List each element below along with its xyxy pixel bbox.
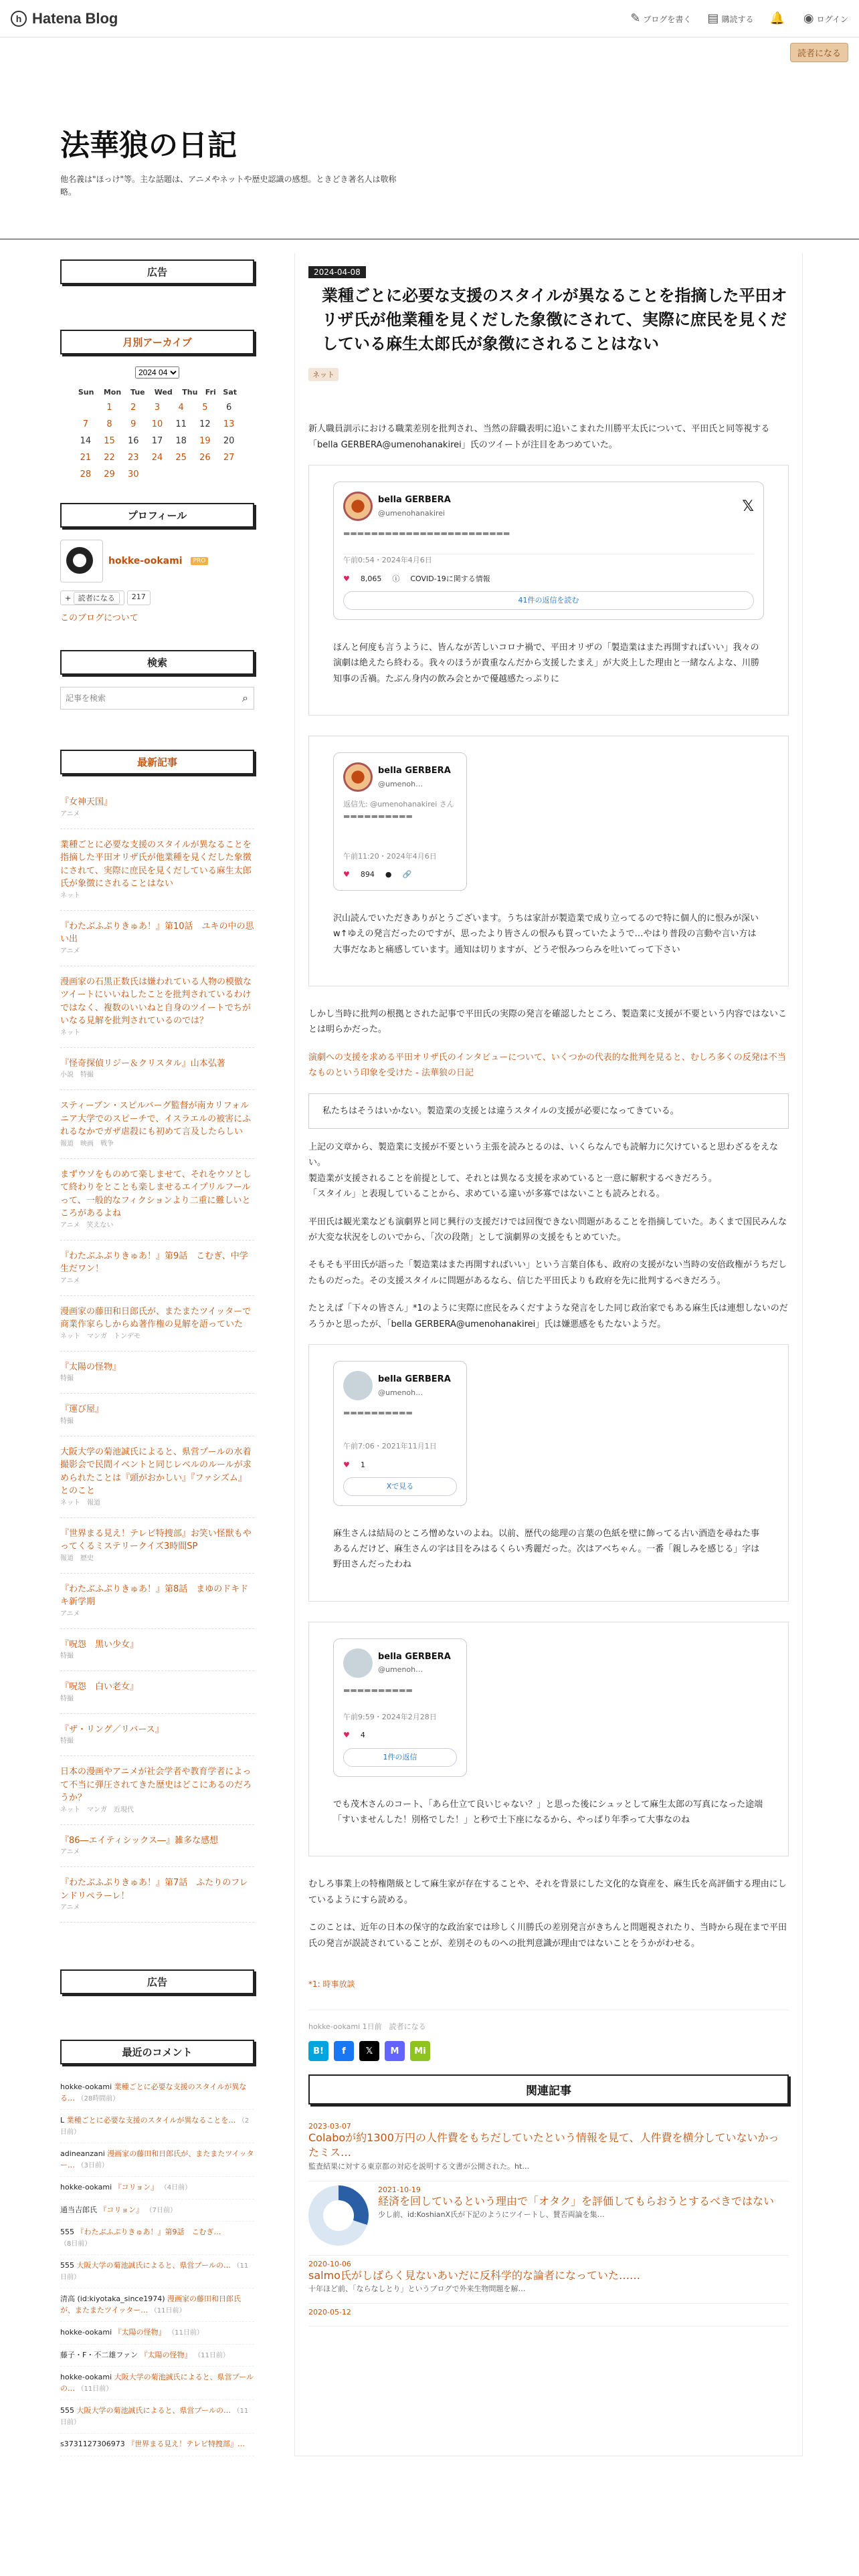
reader-button[interactable]: 読者になる [790, 43, 848, 62]
paragraph: 新人職員訓示における職業差別を批判され、当然の辞職表明に追いこまれた川勝平太氏について、平田氏と同等視する「bella GERBERA@umenohanakirei」氏のツイートが注目をあつめていた。 [308, 424, 770, 450]
comment-article[interactable]: 業種ごとに必要な支援のスタイルが異なることを… [66, 2116, 236, 2125]
calendar-day[interactable]: 27 [223, 453, 235, 463]
profile-subscribe-button[interactable]: + 読者になる [60, 591, 124, 605]
tweet-embed [308, 1622, 789, 1857]
archive-calendar [74, 366, 241, 483]
comment-user[interactable]: adineanzani [60, 2149, 105, 2159]
pro-badge: PRO [191, 557, 209, 565]
calendar-day[interactable]: 4 [178, 403, 184, 413]
recent-list [60, 786, 254, 1923]
comment-article[interactable]: 『コリョン』 [99, 2205, 144, 2214]
recent-article-category: ネット [60, 891, 80, 899]
recent-article[interactable] [60, 1825, 254, 1868]
comment-item[interactable] [60, 2367, 254, 2400]
weekday-label: Tue [130, 388, 145, 397]
related-list [308, 2118, 789, 2327]
x-logo-icon: 𝕏 [742, 498, 754, 515]
recent-article[interactable] [60, 1629, 254, 1672]
calendar-day[interactable]: 25 [175, 453, 187, 463]
calendar-day[interactable]: 13 [223, 419, 235, 430]
blog-description: 他名義は"ほっけ"等。主な話題は、アニメやネットや歴史認識の感想。ときどき著名人は敬称略。 [60, 175, 397, 197]
heart-icon[interactable]: ♥ [343, 1460, 350, 1469]
profile [60, 540, 254, 643]
calendar-day[interactable]: 2 [130, 403, 136, 413]
article [294, 253, 803, 2456]
tweet-time: 午前11:20・2024年4月6日 [343, 851, 437, 861]
quote-text: 私たちはそうはいかない。製造業の支援とは違うスタイルの支援が必要になってきている。 [322, 1105, 679, 1116]
weekday-label: Thu [182, 388, 198, 397]
recent-article[interactable] [60, 1296, 254, 1352]
recent-article-link[interactable]: 漫画家の藤田和日郎氏が、またまたツイッターで商業作家らしからぬ著作権の見解を語っていた [60, 1306, 252, 1330]
calendar-day[interactable]: 24 [151, 453, 163, 463]
avatar [343, 762, 373, 792]
tweet-embed [308, 736, 789, 986]
recent-article-link[interactable]: スティーブン・スピルバーグ監督が南カリフォルニア大学でのスピーチで、イスラエルの被害にふれるなかでガザ虐殺にも初めて言及したらしい [60, 1101, 252, 1138]
share-buttons [308, 2041, 789, 2061]
comment-time: （28時間前） [77, 2095, 120, 2103]
tweet-text: ▬▬▬▬▬▬▬▬▬▬▬▬▬▬▬▬▬▬▬▬▬▬▬▬ [343, 528, 754, 554]
tweet-card[interactable] [333, 752, 467, 891]
replies-button[interactable]: 1件の返信 [343, 1748, 457, 1767]
tweet-card[interactable] [333, 1361, 467, 1506]
comment-article[interactable]: 『わたぶふぷりきゅあ！』第9話 こむぎ… [76, 2228, 221, 2237]
recent-article-category: アニメ [60, 810, 80, 818]
comment-time: （11日前） [60, 2262, 249, 2281]
tweet-embed [308, 1344, 789, 1602]
info-icon: ⓘ [392, 574, 400, 583]
comment-time: （7日前） [145, 2206, 177, 2214]
heart-icon[interactable]: ♥ [343, 574, 350, 583]
calendar-day[interactable]: 1 [106, 403, 112, 413]
recent-article-link[interactable]: まずウソをものめて楽しませて、それをウソとして終わりをとことも楽しませるエイプリルフールって、一般的なフィクションより二重に難しいところがあるよね [60, 1169, 252, 1219]
calendar-day[interactable]: 23 [127, 453, 139, 463]
related-title[interactable]: salmo氏がしばらく見ないあいだに反科学的な論者になっていた…… [308, 2268, 640, 2282]
tweet-author: bella GERBERA [378, 1651, 451, 1662]
tweet-text: ▬▬▬▬▬▬▬▬▬▬ [343, 811, 413, 821]
recent-article-category: アニメ 笑えない [60, 1221, 114, 1229]
global-header [0, 0, 859, 37]
related-item[interactable] [308, 2256, 789, 2304]
comment-item[interactable] [60, 2322, 254, 2345]
comment-user[interactable]: 555 [60, 2228, 74, 2237]
ad-heading: 広告 [60, 259, 254, 284]
article-date[interactable]: 2024-04-08 [308, 266, 366, 278]
calendar-day[interactable]: 18 [175, 436, 187, 447]
search-heading: 検索 [60, 650, 254, 675]
user-icon: ◉ [803, 11, 814, 25]
comment-time: （11日前） [194, 2351, 229, 2359]
related-title[interactable]: Colaboが約1300万円の人件費をもちだしていたという情報を見て、人件費を横分していないかったミス… [308, 2131, 779, 2159]
recent-article[interactable] [60, 966, 254, 1048]
archive-month-select[interactable] [135, 366, 179, 379]
calendar-day[interactable]: 21 [80, 453, 92, 463]
related-date: 2020-05-12 [308, 2308, 351, 2317]
paragraph: しかし当時に批判の根拠とされた記事で平田氏の実際の発言を確認したところ、製造業に支援が不要という内容ではないことは明らかだった。 [308, 1009, 787, 1035]
weekday-label: Wed [154, 388, 173, 397]
tweet-time: 午前9:59・2024年2月28日 [343, 1712, 437, 1721]
internal-link[interactable]: 演劇への支援を求める平田オリザ氏のインタビューについて、いくつかの代表的な批判を見ると、むしろ多くの反発は不当なものという印象を受けた - 法華狼の日記 [308, 1052, 786, 1079]
notification-icon[interactable]: 🔔 [769, 11, 785, 25]
related-item[interactable] [308, 2304, 789, 2327]
comment-item[interactable] [60, 2288, 254, 2322]
calendar-day [169, 466, 193, 483]
paragraph: 上記の文章から、製造業に支援が不要という主張を読みとるのは、いくらなんでも読解力に欠けていると思わざるをえない。 製造業が支援されることを前提として、それとは異なる支援を求めていると一意に解釈するべきだろう。 「スタイル」と表現していることから、求めている違いが多寡ではないことも読みとれる。 [308, 1142, 779, 1200]
recent-article[interactable] [60, 1714, 254, 1757]
calendar-day[interactable]: 28 [80, 469, 92, 480]
recent-article-link[interactable]: 業種ごとに必要な支援のスタイルが異なることを指摘した平田オリザ氏が他業種を見くだした象徴にされて、実際に庶民を見くだしている麻生太郎氏が象徴にされることはない [60, 839, 252, 889]
heart-icon[interactable]: ♥ [343, 1731, 350, 1740]
tweet-time: 午前0:54・2024年4月6日 [343, 556, 432, 565]
comment-item[interactable] [60, 2222, 254, 2255]
avatar[interactable] [60, 540, 103, 582]
recent-article-category: ネット マンガ トンデモ [60, 1332, 140, 1340]
related-title[interactable]: 経済を回しているという理由で「オタク」を評価してもらおうとするべきではない [378, 2194, 775, 2208]
tweet-card[interactable] [333, 481, 764, 620]
comment-article[interactable]: 業種ごとに必要な支援のスタイルが異なる… [60, 2082, 247, 2103]
recent-article-category: アニメ [60, 1610, 80, 1618]
x-share-icon[interactable]: 𝕏 [359, 2041, 379, 2061]
search-icon[interactable]: ⌕ [242, 691, 248, 705]
related-summary: 少し前、id:KoshianX氏が下記のようにツイートし、賛否両論を集… [378, 2210, 605, 2220]
like-count: 894 [360, 870, 375, 879]
recent-article-category: 特撮 [60, 1737, 74, 1745]
recent-article[interactable] [60, 1436, 254, 1518]
mastodon-icon[interactable]: M [385, 2041, 405, 2061]
comment-user[interactable]: 通当吉郎氏 [60, 2205, 97, 2214]
comment-item[interactable] [60, 2177, 254, 2199]
tweet-time: 午前7:06・2021年11月1日 [343, 1441, 437, 1451]
tweet-handle: @umenoh… [378, 1665, 423, 1675]
like-count: 1 [360, 1460, 365, 1469]
weekday-label: Sat [223, 388, 237, 397]
related-summary: 十年ほど前、「ならなしとり」というブログで外来生物問題を解… [308, 2284, 526, 2294]
calendar-day[interactable]: 5 [202, 403, 208, 413]
tweet-card[interactable] [333, 1638, 467, 1777]
recent-article-link[interactable]: 『わたぶふぷりきゅあ！』第10話 ユキの中の思い出 [60, 921, 254, 945]
comments-list [60, 2076, 254, 2456]
calendar-day[interactable]: 16 [127, 436, 139, 447]
recent-article-category: 小説 特撮 [60, 1071, 94, 1079]
facebook-icon[interactable]: f [334, 2041, 354, 2061]
reply-icon[interactable]: ● [385, 870, 392, 879]
article-title[interactable]: 業種ごとに必要な支援のスタイルが異なることを指摘した平田オリザ氏が他業種を見くだした象徴にされて、実際に庶民を見くだしている麻生太郎氏が象徴にされることはない [322, 286, 787, 354]
recent-article[interactable] [60, 786, 254, 829]
tweet-text: ▬▬▬▬▬▬▬▬▬▬ [343, 1408, 413, 1417]
calendar-day[interactable]: 15 [104, 436, 115, 447]
calendar-day[interactable]: 7 [82, 419, 88, 430]
comment-user[interactable]: hokke-ookami [60, 2082, 112, 2092]
related-summary: 監査結果に対する東京都の対応を説明する文書が公開された。ht… [308, 2161, 530, 2171]
category-tag[interactable]: ネット [308, 368, 339, 381]
recent-article[interactable] [60, 1090, 254, 1159]
login-button[interactable]: ◉ ログイン [803, 11, 848, 25]
comment-time: （3日前） [77, 2161, 108, 2169]
avatar [343, 1648, 373, 1678]
calendar-day[interactable]: 8 [106, 419, 112, 430]
tweet-handle: @umenohanakirei [378, 508, 446, 518]
recent-article-link[interactable]: 『呪怨 黒い少女』 [60, 1639, 139, 1650]
calendar-day[interactable]: 3 [154, 403, 161, 413]
recent-article-category: ネット [60, 1029, 80, 1037]
avatar [343, 492, 373, 521]
recent-article[interactable] [60, 1394, 254, 1436]
recent-article-category: 報道 映画 戦争 [60, 1140, 114, 1148]
calendar-day[interactable]: 9 [130, 419, 136, 430]
calendar-day[interactable]: 30 [127, 469, 139, 480]
paragraph: そもそも平田氏が語った「製造業はまた再開すればいい」という言葉自体も、政府の支援がない当時の安倍政権がうちだしたものだった。その支援スタイルに問題があるなら、信じた平田氏よりも政府を先に批判するべきだろう。 [308, 1260, 787, 1286]
hatena-logo[interactable]: h Hatena Blog [11, 10, 118, 27]
recent-article-link[interactable]: 『ザ・リング／リバース』 [60, 1724, 164, 1735]
blockquote [308, 1093, 789, 1129]
comment-user[interactable]: 清高 (id:kiyotaka_since1974) [60, 2294, 165, 2304]
like-count: 8,065 [360, 574, 382, 583]
paragraph: 平田氏は観光業なども演劇界と同じ興行の支援だけでは回復できない問題があることを指摘していた。あくまで国民みんなが大変な状況をしのいでから、「次の段階」として演劇界の支援をもとめていた。 [308, 1216, 787, 1243]
comment-item[interactable] [60, 2110, 254, 2143]
recent-article[interactable] [60, 1756, 254, 1825]
archive-heading[interactable]: 月別アーカイブ [60, 330, 254, 354]
avatar [343, 1371, 373, 1400]
calendar-day[interactable]: 26 [199, 453, 211, 463]
recent-article-link[interactable]: 日本の漫画やアニメが社会学者や教育学者によって不当に弾圧されてきた歴史はどこにあるのだろうか？ [60, 1767, 252, 1804]
blog-header [0, 68, 859, 239]
tweet-author: bella GERBERA [378, 765, 451, 776]
tweet-quote-text: 麻生さんは結局のところ憎めないのよね。以前、歴代の総理の言葉の色紙を壁に飾ってる古い酒造を尋ねた事あるんだけど、麻生さんの字は目をみはるくらい秀麗だった。次はアベちゃん。一番「親しみを感じる」字は野田さんだったわね [333, 1528, 760, 1570]
recent-article-link[interactable]: 大阪大学の菊池誠氏によると、県営プールの水着撮影会で民間イベントと同じレベルのルールが求められたことは『頭がおかしい』『ファシズム』とのこと [60, 1446, 252, 1497]
ad-heading-2: 広告 [60, 1969, 254, 1994]
pencil-icon: ✎ [630, 11, 641, 25]
comment-item[interactable] [60, 2076, 254, 2110]
view-on-x-button[interactable]: Xで見る [343, 1477, 457, 1496]
link-icon[interactable]: 🔗 [402, 870, 412, 879]
comment-user[interactable]: s3731127306973 [60, 2440, 125, 2449]
comment-item[interactable] [60, 2400, 254, 2434]
recent-article-link[interactable]: 『86―エイティシックス―』雑多な感想 [60, 1835, 219, 1846]
recent-article-link[interactable]: 漫画家の石黒正数氏は嫌われている人物の模倣なツイートにいいねしたことを批判されているわけではなく、複数のいいねと自身のツイートでちがいなる見解を批判されているのでは？ [60, 976, 252, 1027]
calendar-day [74, 399, 98, 416]
comment-article[interactable]: 漫画家の藤田和日郎氏が、またまたツイッター… [60, 2149, 254, 2169]
recent-article[interactable] [60, 1671, 254, 1714]
recent-article-category: 特撮 [60, 1652, 74, 1660]
weekday-label: Sun [78, 388, 94, 397]
related-date: 2020-10-06 [308, 2259, 351, 2268]
comment-time: （11日前） [168, 2329, 203, 2337]
recent-article-link[interactable]: 『運び屋』 [60, 1404, 104, 1415]
comment-article[interactable]: 『太陽の怪物』 [114, 2328, 166, 2337]
recent-article[interactable] [60, 1867, 254, 1923]
tweet-handle: @umenoh… [378, 1388, 423, 1397]
calendar-day[interactable]: 12 [199, 419, 211, 430]
misskey-icon[interactable]: Mi [410, 2041, 430, 2061]
comment-article[interactable]: 『太陽の怪物』 [140, 2350, 192, 2359]
recent-article-category: ネット 報道 [60, 1499, 100, 1507]
comment-time: （11日前） [150, 2306, 186, 2315]
comment-article[interactable]: 『コリョン』 [114, 2183, 159, 2192]
calendar-day [145, 466, 169, 483]
recent-article-link[interactable]: 『女神天国』 [60, 797, 113, 808]
comment-time: （4日前） [160, 2184, 192, 2192]
tweet-reply-to: 返信先: @umenohanakirei さん [343, 800, 454, 809]
read-replies-button[interactable]: 41件の返信を読む [343, 591, 754, 610]
comment-time: （8日前） [60, 2240, 92, 2248]
paragraph: このことは、近年の日本の保守的な政治家では珍しく川勝氏の差別発言がきちんと問題視されたり、当時から現在まで平田氏の発言が誤読されていることが、差別そのものへの批判意識が理由ではないことをうかがわせる。 [308, 1923, 787, 1949]
subscriber-count: 217 [127, 591, 151, 605]
tweet-handle: @umenoh… [378, 779, 423, 788]
calendar-day[interactable]: 22 [104, 453, 115, 463]
comment-user[interactable]: hokke-ookami [60, 2328, 112, 2337]
recent-article-category: アニメ [60, 1904, 80, 1912]
blog-title[interactable]: 法華狼の日記 [60, 128, 237, 163]
calendar-day [193, 466, 217, 483]
write-button[interactable]: ✎ ブログを書く [630, 11, 692, 25]
book-icon: ▤ [707, 11, 719, 25]
comment-article[interactable]: 大阪大学の菊池誠氏によると、県営プールの… [76, 2261, 231, 2270]
weekday-label: Fri [205, 388, 216, 397]
comment-user[interactable]: L [60, 2116, 65, 2125]
search-input[interactable] [61, 687, 237, 709]
comment-article[interactable]: 漫画家の藤田和日郎氏が、またまたツイッター… [60, 2294, 242, 2315]
recent-article-category: ネット マンガ 近現代 [60, 1806, 134, 1814]
tweet-quote-text: ほんと何度も言うように、皆んなが苦しいコロナ禍で、平田オリザの「製造業はまた再開すればいい」我々の演劇は絶えたら終わる。我々のほうが貴重なんだから支援したまえ」が大炎上した理由と一緒なんよな、川勝知事の舌禍。たぶん身内の飲み会とかで優越感たっぷりに [333, 642, 760, 684]
calendar-day[interactable]: 6 [225, 403, 232, 413]
calendar-day[interactable]: 29 [104, 469, 115, 480]
comment-user[interactable]: 555 [60, 2261, 74, 2270]
tweet-quote-text: 沢山読んでいただきありがとうございます。うちは家計が製造業で成り立ってるので特に個人的に恨みが深いw↑ゆえの発言だったのですが、思ったより皆さんの恨みも買っていたようで…やはり普段の言動や言い方は大事だなあと痛感しています。通知は切りますが、どうぞ恨みつらみを吐いてって下さい [333, 913, 759, 955]
weekday-label: Mon [103, 388, 122, 397]
recent-article-category: アニメ [60, 947, 80, 955]
recent-article[interactable] [60, 1048, 254, 1091]
article-meta: hokke-ookami 1日前 読者になる [308, 2010, 789, 2032]
comment-item[interactable] [60, 2345, 254, 2367]
subscribe-button[interactable]: ▤ 購読する [707, 11, 754, 25]
paragraph: たとえば「下々の皆さん」*1のように実際に庶民をみくだすような発言をした同じ政治家でもある麻生氏は連想しないのだろうかと思ったが、「bella GERBERA@umenohanakirei」氏は嫌悪感をもたないようだ。 [308, 1303, 788, 1329]
recent-article-category: 特撮 [60, 1417, 74, 1425]
tweet-label: COVID-19に関する情報 [410, 574, 490, 583]
recent-article[interactable] [60, 829, 254, 911]
heart-icon[interactable]: ♥ [343, 870, 350, 879]
recent-article-category: アニメ [60, 1277, 80, 1285]
tweet-text: ▬▬▬▬▬▬▬▬▬▬ [343, 1685, 413, 1695]
comments-heading: 最近のコメント [60, 2040, 254, 2064]
recent-article-link[interactable]: 『わたぶふぷりきゅあ！』第8話 まゆのドキドキ新学期 [60, 1584, 249, 1608]
calendar-day[interactable]: 11 [175, 419, 187, 430]
comment-user[interactable]: 藤子・F・不二雄ファン [60, 2350, 138, 2359]
hatena-bookmark-icon[interactable]: B! [308, 2041, 328, 2061]
tweet-author: bella GERBERA [378, 1374, 451, 1384]
calendar-day [217, 466, 241, 483]
related-item[interactable] [308, 2181, 789, 2256]
recent-article-link[interactable]: 『呪怨 白い老女』 [60, 1682, 139, 1693]
comment-item[interactable] [60, 2143, 254, 2177]
calendar-day[interactable]: 14 [80, 436, 92, 447]
calendar-day[interactable]: 10 [151, 419, 163, 430]
comment-time: （11日前） [60, 2407, 249, 2426]
related-heading: 関連記事 [308, 2074, 789, 2105]
recent-article[interactable] [60, 911, 254, 966]
about-link[interactable]: このブログについて [60, 613, 138, 624]
recent-article-category: 特撮 [60, 1375, 74, 1383]
comment-item[interactable] [60, 2434, 254, 2456]
related-item[interactable] [308, 2118, 789, 2181]
hatena-logo-icon: h [11, 11, 27, 27]
recent-heading: 最新記事 [60, 750, 254, 774]
recent-article-category: 報道 歴史 [60, 1554, 94, 1562]
sidebar [60, 253, 254, 2456]
recent-article[interactable] [60, 1159, 254, 1241]
recent-article-link[interactable]: 『怪奇探偵リジー＆クリスタル』山本弘著 [60, 1058, 225, 1069]
profile-name[interactable]: hokke-ookami [108, 556, 183, 567]
comment-user[interactable]: hokke-ookami [60, 2183, 112, 2192]
calendar-day[interactable]: 20 [223, 436, 235, 447]
profile-heading: プロフィール [60, 503, 254, 528]
recent-article[interactable] [60, 1518, 254, 1574]
comment-time: （11日前） [77, 2385, 113, 2393]
like-count: 4 [360, 1731, 365, 1740]
comment-user[interactable]: hokke-ookami [60, 2373, 112, 2382]
comment-item[interactable] [60, 2255, 254, 2288]
tweet-embed [308, 465, 789, 716]
footnote[interactable]: *1: 時事放談 [308, 1979, 355, 1989]
recent-article-link[interactable]: 『世界まる見え！テレビ特捜部』お笑い怪獣もやってくるミステリークイズ3時間SP [60, 1528, 252, 1552]
calendar-day[interactable]: 17 [151, 436, 163, 447]
recent-article[interactable] [60, 1574, 254, 1629]
comment-article[interactable]: 『世界まる見え！テレビ特捜部』… [127, 2440, 245, 2449]
comment-time: （2日前） [60, 2117, 250, 2136]
recent-article-category: 特撮 [60, 1695, 74, 1703]
comment-user[interactable]: 555 [60, 2406, 74, 2416]
comment-article[interactable]: 大阪大学の菊池誠氏によると、県営プールの… [60, 2373, 254, 2393]
paragraph: むしろ事業上の特権階級として麻生家が存在することや、それを背景にした文化的な資産を、麻生氏を高評価する理由にしているようにすら読める。 [308, 1879, 787, 1905]
tweet-author: bella GERBERA [378, 494, 451, 505]
recent-article[interactable] [60, 1241, 254, 1296]
comment-article[interactable]: 大阪大学の菊池誠氏によると、県営プールの… [76, 2406, 231, 2416]
comment-item[interactable] [60, 2199, 254, 2222]
related-date: 2023-03-07 [308, 2122, 351, 2131]
recent-article[interactable] [60, 1352, 254, 1394]
related-thumbnail[interactable] [308, 2185, 369, 2246]
recent-article-category: アニメ [60, 1848, 80, 1856]
recent-article-link[interactable]: 『わたぶふぷりきゅあ！』第9話 こむぎ、中学生だワン！ [60, 1251, 248, 1275]
calendar-day[interactable]: 19 [199, 436, 211, 447]
recent-article-link[interactable]: 『わたぶふぷりきゅあ！』第7話 ふたりのフレンドリペラーレ！ [60, 1878, 248, 1901]
related-date: 2021-10-19 [378, 2185, 421, 2194]
recent-article-link[interactable]: 『太陽の怪物』 [60, 1362, 122, 1372]
tweet-quote-text: でも茂木さんのコート、「あら仕立て良いじゃない？」と思った後にシュッとして麻生太郎の写真になった途端「すいませんした！別格でした！」と秒で土下座になるから、やっぱり年季って大事なのね [333, 1799, 763, 1826]
